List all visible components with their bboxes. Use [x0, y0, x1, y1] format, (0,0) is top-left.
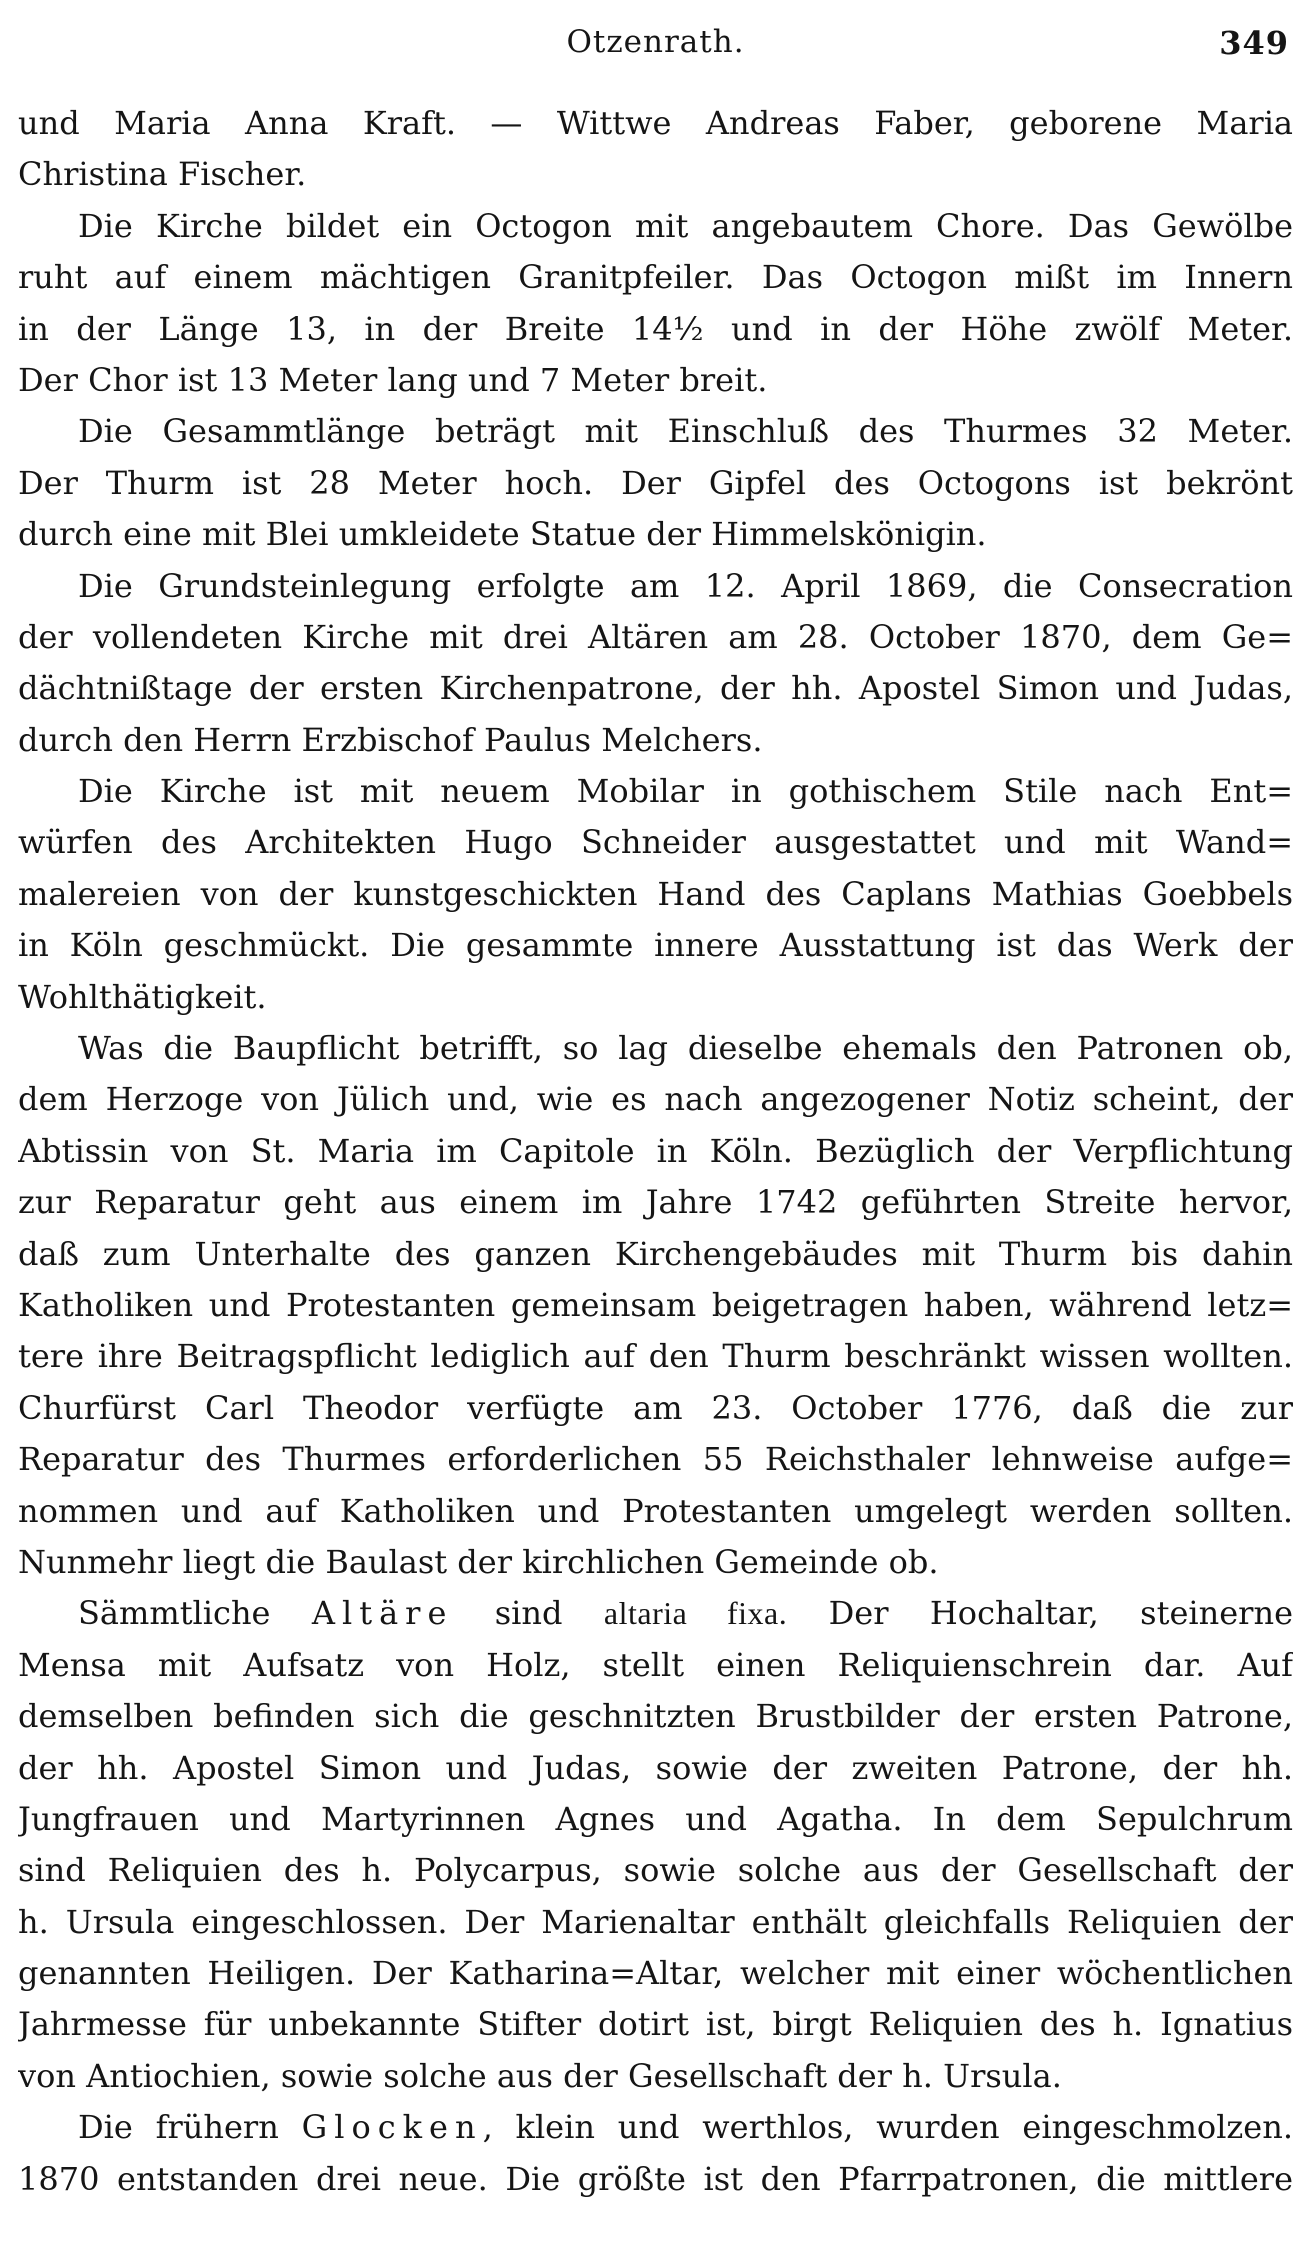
- paragraph: [18, 201, 1293, 407]
- paragraph: [18, 98, 1293, 201]
- text-segment: Christina Fischer.: [18, 155, 307, 194]
- text-segment: nommen und auf Katholiken und Protestanten umgelegt werden sollten.: [18, 1491, 1293, 1530]
- text-block: [18, 98, 1293, 2205]
- paragraph: [18, 1588, 1293, 2102]
- text-segment: Der Thurm ist 28 Meter hoch. Der Gipfel des Octogons ist bekrönt: [18, 463, 1293, 502]
- page-number: 349: [1219, 24, 1289, 62]
- text-line: [18, 715, 1293, 766]
- running-title: Otzenrath.: [566, 24, 745, 60]
- text-line: [18, 612, 1293, 663]
- text-segment-spaced: Glocken: [301, 2108, 483, 2147]
- paragraph: [18, 766, 1293, 1023]
- text-line: [18, 663, 1293, 714]
- text-segment: sind: [453, 1594, 604, 1633]
- text-line: [18, 1999, 1293, 2050]
- text-line: [18, 817, 1293, 868]
- paragraph: [18, 1023, 1293, 1588]
- text-segment: genannten Heiligen. Der Katharina=Altar, welcher mit einer wöchentlichen: [18, 1954, 1293, 1993]
- text-line: [18, 766, 1293, 817]
- text-line: [18, 406, 1293, 457]
- text-segment: dächtnißtage der ersten Kirchenpatrone, der hh. Apostel Simon und Judas,: [18, 669, 1293, 708]
- text-segment: Katholiken und Protestanten gemeinsam beigetragen haben, während letz=: [18, 1285, 1293, 1324]
- text-segment: von Antiochien, sowie solche aus der Gesellschaft der h. Ursula.: [18, 2056, 1062, 2095]
- text-line: [18, 1126, 1293, 1177]
- text-line: [18, 1486, 1293, 1537]
- paragraph: [18, 406, 1293, 560]
- text-line: [18, 98, 1293, 149]
- text-segment: Die Gesammtlänge beträgt mit Einschluß des Thurmes 32 Meter.: [78, 412, 1293, 451]
- text-segment: Abtissin von St. Maria im Capitole in Köln. Bezüglich der Verpflichtung: [18, 1131, 1293, 1170]
- text-segment: malereien von der kunstgeschickten Hand des Caplans Mathias Goebbels: [18, 874, 1293, 913]
- text-line: [18, 920, 1293, 971]
- text-line: [18, 1743, 1293, 1794]
- text-segment: Nunmehr liegt die Baulast der kirchlichen Gemeinde ob.: [18, 1542, 939, 1581]
- text-line: [18, 252, 1293, 303]
- text-segment: durch eine mit Blei umkleidete Statue der Himmelskönigin.: [18, 515, 987, 554]
- text-segment: daß zum Unterhalte des ganzen Kirchengebäudes mit Thurm bis dahin: [18, 1234, 1293, 1273]
- text-line: [18, 509, 1293, 560]
- text-segment: tere ihre Beitragspflicht lediglich auf den Thurm beschränkt wissen wollten.: [18, 1337, 1293, 1376]
- text-segment-spaced: Altäre: [311, 1594, 454, 1633]
- text-line: [18, 2051, 1293, 2102]
- text-line: [18, 2154, 1293, 2205]
- text-segment: dem Herzoge von Jülich und, wie es nach angezogener Notiz scheint, der: [18, 1080, 1293, 1119]
- text-line: [18, 1588, 1293, 1639]
- text-segment: Jahrmesse für unbekannte Stifter dotirt ist, birgt Reliquien des h. Ignatius: [18, 2005, 1293, 2044]
- paragraph: [18, 2102, 1293, 2205]
- text-line: [18, 1177, 1293, 1228]
- text-line: [18, 2102, 1293, 2153]
- text-line: [18, 355, 1293, 406]
- text-segment: Wohlthätigkeit.: [18, 977, 267, 1016]
- text-segment: Sämmtliche: [78, 1594, 312, 1633]
- text-segment: Churfürst Carl Theodor verfügte am 23. October 1776, daß die zur: [18, 1388, 1293, 1427]
- text-segment: Was die Baupflicht betrifft, so lag dieselbe ehemals den Patronen ob,: [78, 1029, 1293, 1068]
- text-line: [18, 561, 1293, 612]
- text-segment: Jungfrauen und Martyrinnen Agnes und Agatha. In dem Sepulchrum: [18, 1799, 1293, 1838]
- text-segment: Die Kirche bildet ein Octogon mit angebautem Chore. Das Gewölbe: [78, 206, 1293, 245]
- text-segment: durch den Herrn Erzbischof Paulus Melchers.: [18, 720, 763, 759]
- running-header: [18, 24, 1293, 68]
- text-segment: ruht auf einem mächtigen Granitpfeiler. Das Octogon mißt im Innern: [18, 258, 1293, 297]
- text-line: [18, 1537, 1293, 1588]
- text-line: [18, 1845, 1293, 1896]
- text-segment: Mensa mit Aufsatz von Holz, stellt einen Reliquienschrein dar. Auf: [18, 1645, 1293, 1684]
- text-segment: demselben befinden sich die geschnitzten Brustbilder der ersten Patrone,: [18, 1697, 1293, 1736]
- text-line: [18, 1691, 1293, 1742]
- text-line: [18, 1331, 1293, 1382]
- text-segment: h. Ursula eingeschlossen. Der Marienaltar enthält gleichfalls Reliquien der: [18, 1902, 1293, 1941]
- text-line: [18, 1640, 1293, 1691]
- text-line: [18, 1023, 1293, 1074]
- text-segment: der vollendeten Kirche mit drei Altären am 28. October 1870, dem Ge=: [18, 617, 1293, 656]
- text-line: [18, 1074, 1293, 1125]
- text-line: [18, 1383, 1293, 1434]
- text-segment: sind Reliquien des h. Polycarpus, sowie solche aus der Gesellschaft der: [18, 1851, 1293, 1890]
- text-segment: in Köln geschmückt. Die gesammte innere Ausstattung ist das Werk der: [18, 926, 1293, 965]
- text-segment: Die frühern: [78, 2108, 302, 2147]
- text-segment: zur Reparatur geht aus einem im Jahre 1742 geführten Streite hervor,: [18, 1183, 1293, 1222]
- text-segment: in der Länge 13, in der Breite 14¹⁄₂ und in der Höhe zwölf Meter.: [18, 309, 1293, 348]
- text-segment: , klein und werthlos, wurden eingeschmolzen.: [482, 2108, 1293, 2147]
- text-line: [18, 972, 1293, 1023]
- text-line: [18, 304, 1293, 355]
- text-segment: 1870 entstanden drei neue. Die größte ist den Pfarrpatronen, die mittlere: [18, 2159, 1293, 2198]
- text-line: [18, 149, 1293, 200]
- text-line: [18, 1434, 1293, 1485]
- text-line: [18, 201, 1293, 252]
- text-line: [18, 1229, 1293, 1280]
- paragraph: [18, 561, 1293, 767]
- text-segment-antiqua: altaria fixa.: [603, 1595, 788, 1632]
- text-segment: Der Chor ist 13 Meter lang und 7 Meter breit.: [18, 360, 768, 399]
- text-segment: der hh. Apostel Simon und Judas, sowie der zweiten Patrone, der hh.: [18, 1748, 1293, 1787]
- text-segment: Der Hochaltar, steinerne: [787, 1594, 1293, 1633]
- text-line: [18, 1280, 1293, 1331]
- text-segment: Die Grundsteinlegung erfolgte am 12. April 1869, die Consecration: [78, 566, 1293, 605]
- text-line: [18, 869, 1293, 920]
- text-segment: Die Kirche ist mit neuem Mobilar in gothischem Stile nach Ent=: [78, 772, 1293, 811]
- text-segment: und Maria Anna Kraft. — Wittwe Andreas Faber, geborene Maria: [18, 104, 1293, 142]
- text-line: [18, 458, 1293, 509]
- text-segment: Reparatur des Thurmes erforderlichen 55 Reichsthaler lehnweise aufge=: [18, 1440, 1293, 1479]
- text-line: [18, 1948, 1293, 1999]
- text-line: [18, 1897, 1293, 1948]
- text-segment: würfen des Architekten Hugo Schneider ausgestattet und mit Wand=: [18, 823, 1293, 862]
- text-line: [18, 1794, 1293, 1845]
